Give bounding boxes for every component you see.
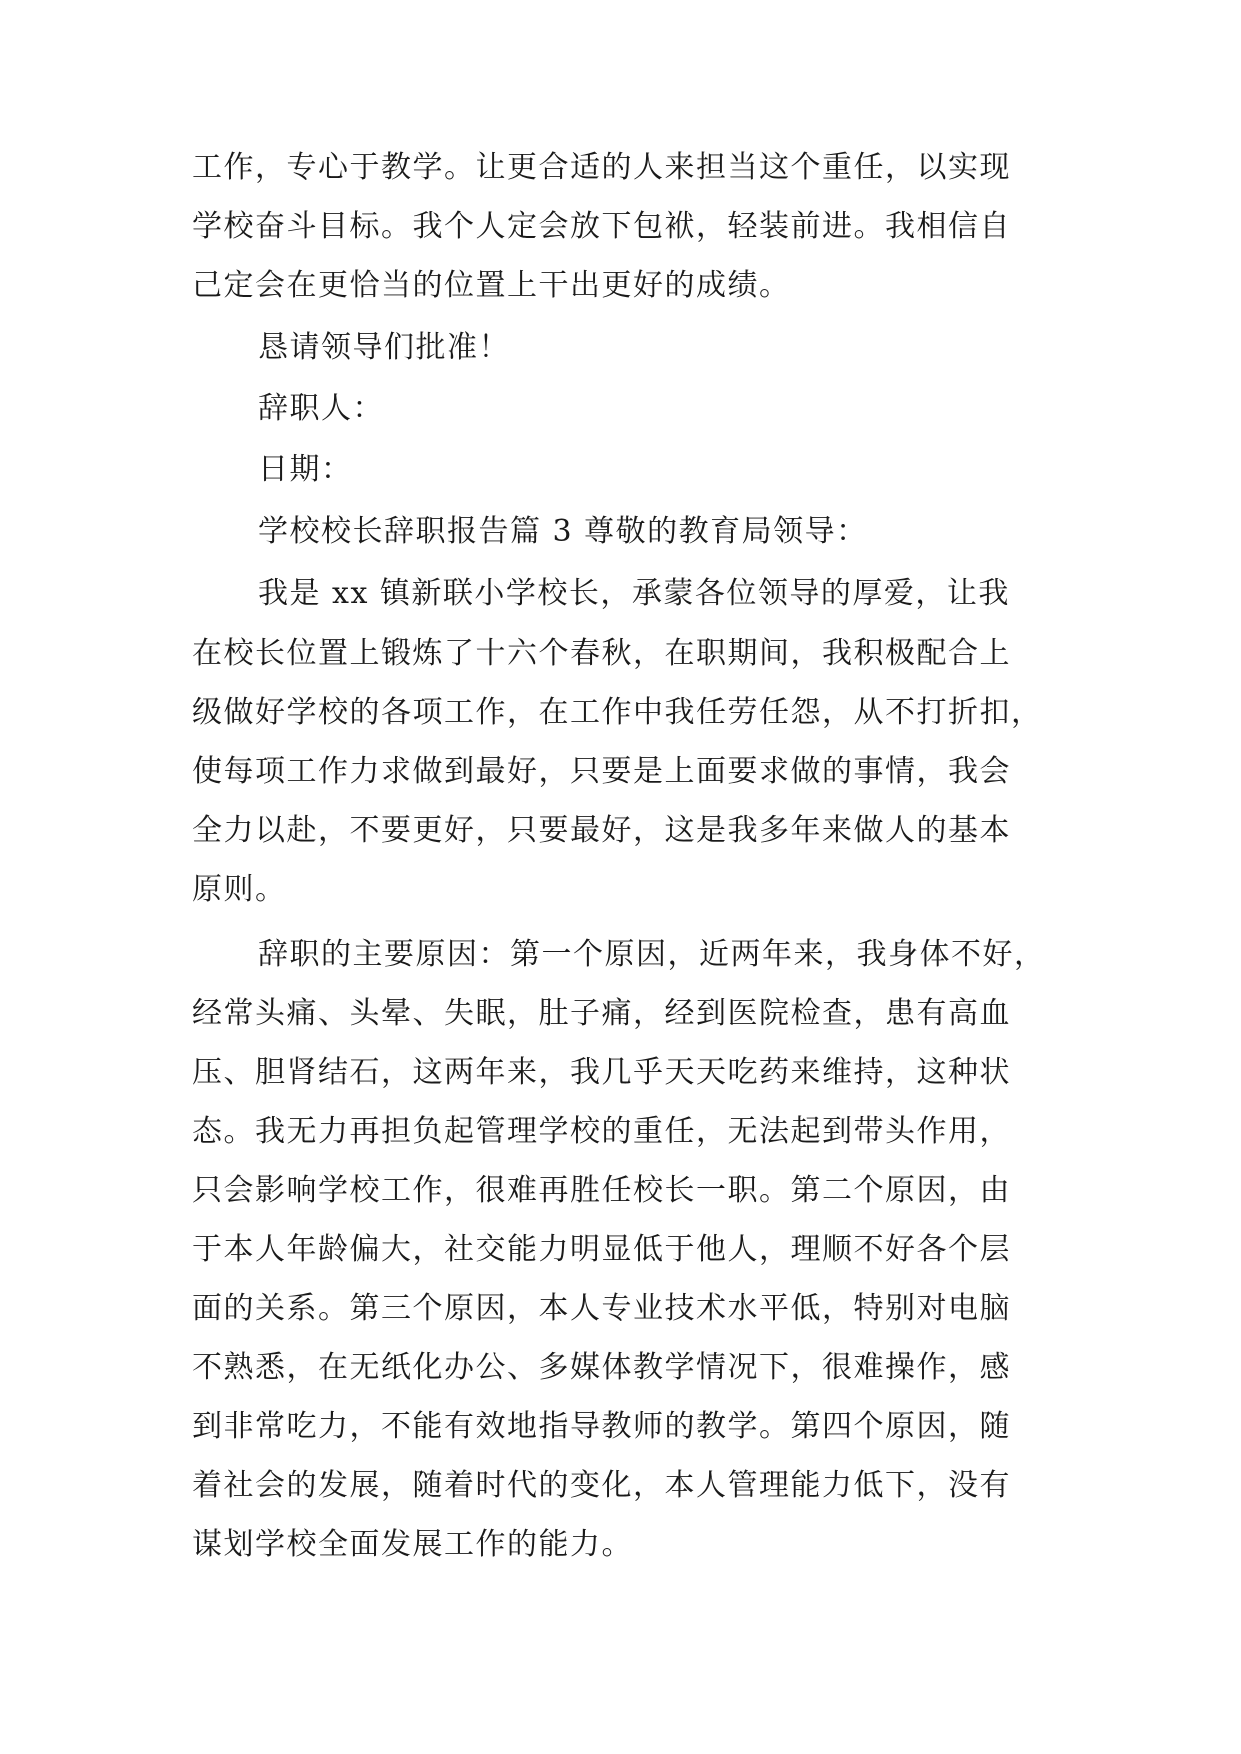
text-line: 于本人年龄偏大，社交能力明显低于他人，理顺不好各个层 [192, 1232, 1011, 1267]
text-line: 原则。 [192, 872, 287, 907]
text-line: 经常头痛、头晕、失眠，肚子痛，经到医院检查，患有高血 [192, 996, 1011, 1031]
text-line: 面的关系。第三个原因，本人专业技术水平低，特别对电脑 [192, 1291, 1011, 1326]
text-line: 全力以赴，不要更好，只要最好，这是我多年来做人的基本 [192, 813, 1011, 848]
text-line: 使每项工作力求做到最好，只要是上面要求做的事情，我会 [192, 754, 1011, 789]
text-line: 级做好学校的各项工作，在工作中我任劳任怨，从不打折扣， [192, 695, 1043, 730]
text-line: 压、胆肾结石，这两年来，我几乎天天吃药来维持，这种状 [192, 1055, 1011, 1090]
text-line: 不熟悉，在无纸化办公、多媒体教学情况下，很难操作，感 [192, 1350, 1011, 1385]
text-line: 己定会在更恰当的位置上干出更好的成绩。 [192, 268, 791, 303]
text-line: 学校奋斗目标。我个人定会放下包袱，轻装前进。我相信自 [192, 209, 1011, 244]
text-line: 到非常吃力，不能有效地指导教师的教学。第四个原因，随 [192, 1409, 1011, 1444]
text-line: 工作，专心于教学。让更合适的人来担当这个重任，以实现 [192, 150, 1011, 185]
section-heading: 学校校长辞职报告篇 3 尊敬的教育局领导： [258, 514, 868, 549]
text-line: 只会影响学校工作，很难再胜任校长一职。第二个原因，由 [192, 1173, 1011, 1208]
text-line: 在校长位置上锻炼了十六个春秋，在职期间，我积极配合上 [192, 636, 1011, 671]
text-line: 着社会的发展，随着时代的变化，本人管理能力低下，没有 [192, 1468, 1011, 1503]
text-line: 恳请领导们批准！ [258, 330, 510, 365]
text-line: 辞职的主要原因：第一个原因，近两年来，我身体不好， [258, 937, 1046, 972]
text-line: 谋划学校全面发展工作的能力。 [192, 1527, 633, 1562]
text-line: 日期： [258, 452, 353, 487]
text-line: 辞职人： [258, 391, 384, 426]
text-line: 我是 xx 镇新联小学校长，承蒙各位领导的厚爱，让我 [258, 576, 1010, 611]
text-line: 态。我无力再担负起管理学校的重任，无法起到带头作用， [192, 1114, 1011, 1149]
